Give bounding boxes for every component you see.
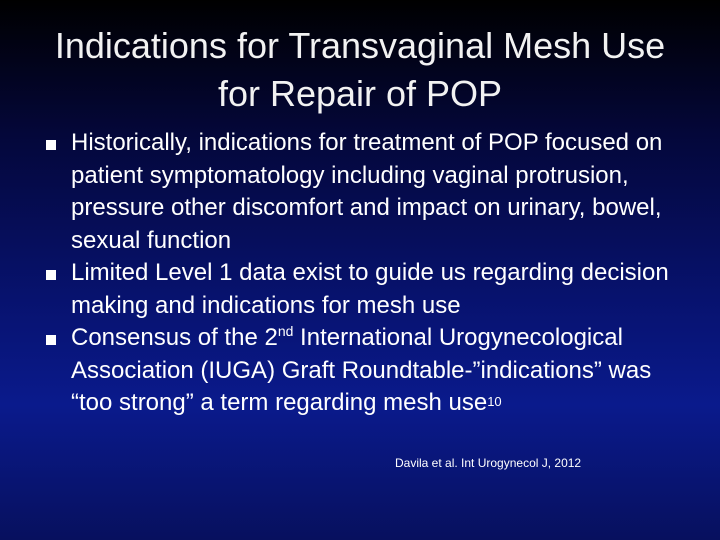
bullet-text-1: Historically, indications for treatment of POP focused on patient symptomatology including vaginal protrusion, pressure other discomfort and impact on urinary, bowel, sexual function — [71, 129, 663, 254]
bullet-text-3-start: Consensus of the 2 — [71, 324, 278, 351]
bullet-item-1 — [46, 127, 696, 257]
bullet-item-2 — [46, 257, 696, 322]
square-bullet-icon — [46, 270, 56, 280]
square-bullet-icon — [46, 140, 56, 150]
ordinal-superscript: nd — [277, 323, 294, 339]
citation-text: Davila et al. Int Urogynecol J, 2012 — [395, 456, 582, 470]
bullet-list — [46, 127, 696, 420]
square-bullet-icon — [46, 335, 56, 345]
bullet-item-3 — [46, 322, 696, 420]
bullet-text-2: Limited Level 1 data exist to guide us regarding decision making and indications for mesh use — [71, 259, 669, 319]
slide-title: Indications for Transvaginal Mesh Use for Repair of POP — [54, 25, 666, 114]
bullet-text-3-end: International Urogynecological Association (IUGA) Graft Roundtable-”indications” was “too strong” a term regarding mesh use — [71, 324, 652, 416]
reference-superscript: 10 — [487, 394, 502, 409]
